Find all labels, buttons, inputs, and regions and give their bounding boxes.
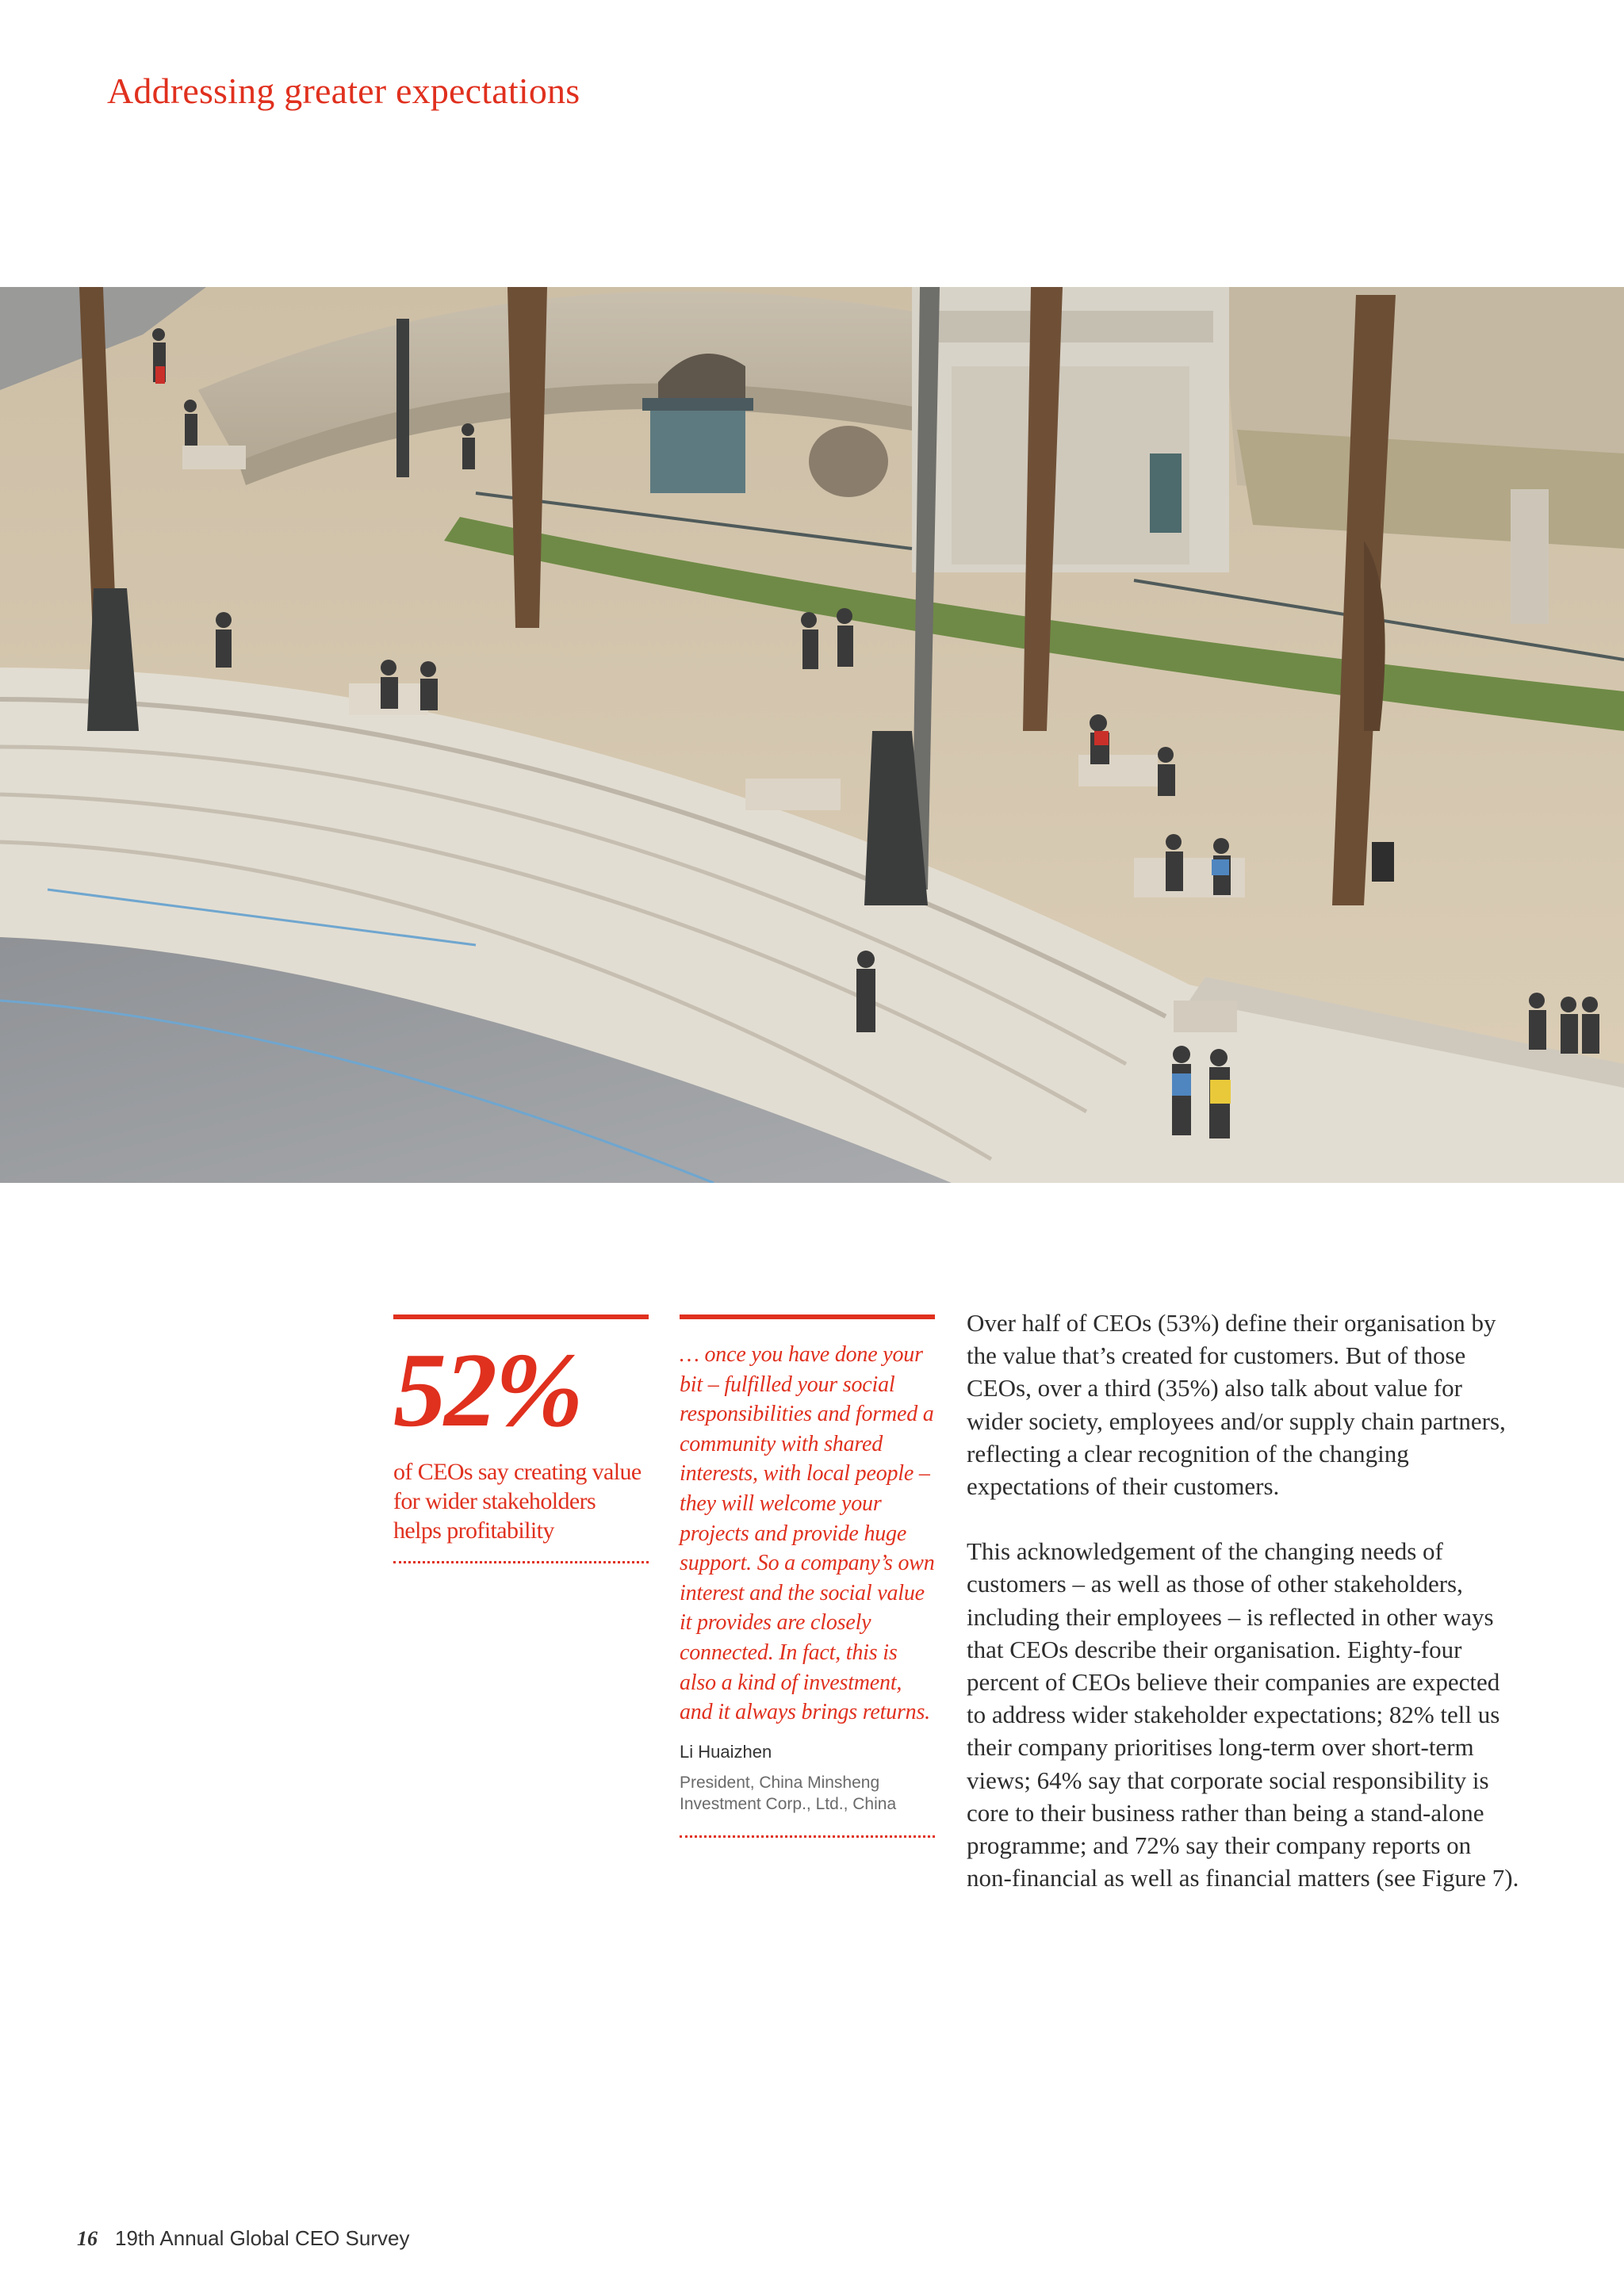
- stat-bottom-rule: [393, 1561, 649, 1563]
- body-paragraph-2: This acknowledgement of the changing needs of customers – as well as those of other stakeholders, including their employees – is reflected in other ways that CEOs describe their organisation. Eighty-four percent of CEOs believe their companies are expected to address wider stakeholder expectations; 82% tell us their company prioritises long-term over short-term views; 64% say that corporate social responsibility is core to their business rather than being a stand-alone programme; and 72% say their company reports on non-financial as well as financial matters (see Figure 7).: [967, 1537, 1519, 1892]
- quote-text: … once you have done your bit – fulfilled your social responsibilities and formed a community with shared interests, with local people – they will welcome your projects and provide huge support. So a company’s own interest and the social value it provides are closely connected. In fact, this is also a kind of investment, and it always brings returns.: [680, 1342, 935, 1725]
- body-paragraph-1: Over half of CEOs (53%) define their organisation by the value that’s created for customers. But of those CEOs, over a third (35%) also talk about value for wider society, employees and/or supply chain partners, reflecting a clear recognition of the changing expectations of their customers.: [967, 1309, 1506, 1501]
- stat-caption: of CEOs say creating value for wider stakeholders helps profitability: [393, 1459, 642, 1544]
- stat-top-rule: [393, 1314, 649, 1319]
- publication-title: 19th Annual Global CEO Survey: [115, 2226, 410, 2250]
- page-number: 16: [77, 2227, 98, 2250]
- quote-top-rule: [680, 1314, 935, 1319]
- quote-author-role: President, China Minsheng Investment Corp., Ltd., China: [680, 1773, 897, 1813]
- stat-callout: [393, 1314, 649, 1563]
- body-text: [967, 1307, 1522, 1894]
- page-footer: [77, 2226, 409, 2251]
- section-title: Addressing greater expectations: [107, 71, 580, 111]
- quote-bottom-rule: [680, 1835, 935, 1838]
- pull-quote: [680, 1314, 935, 1838]
- quote-author: Li Huaizhen: [680, 1741, 772, 1762]
- piazza-photo: [0, 287, 1624, 1183]
- stat-value: 52%: [393, 1331, 581, 1448]
